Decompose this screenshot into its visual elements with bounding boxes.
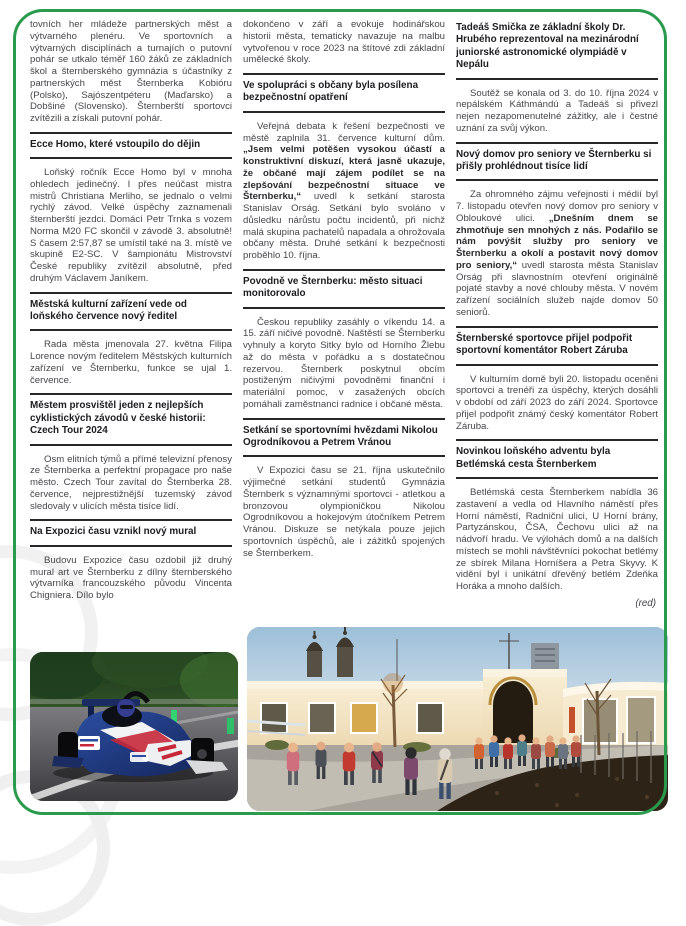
article-paragraph [243,317,445,411]
body-text: Soutěž se konala od 3. do 10. října 2024 v nepálském Káthmándú a Tadeáš si přivezl nejen nezapomenutelné zážitky, ale i čestné uznání za svůj výkon. [456,87,658,134]
body-text: dokončeno v září a evokuje hodinářskou historii města, tematicky navazuje na malbu vytvořenou v roce 2023 na štítové zdi základní umělecké školy. [243,19,445,66]
article-paragraph [30,19,232,125]
body-text: V kulturním domě byli 20. listopadu oceněni sportovci a trenéři za úspěchy, kterých dosáhli v období od září 2023 do září 2024. Sportovce přijel podpořit známý český komentátor Robert Záruba. [456,373,658,432]
article-paragraph [243,121,445,262]
body-text: Betlémská cesta Šternberkem nabídla 36 zastavení a vedla od Hlavního náměstí přes Horní náměstí, Radniční ulici, U Horní brány, Partyzánskou, ČSA, Čechovu ulici až na nádvoří hradu. Ve výlohách domů a na dalších místech se mohli návštěvníci pokochat betlémy ze sbírek Milana Horníšera a Petra Skyvy. K vidění byl i unikátní dřevěný betlém Zdeňka Horáka a mnoho dalších. [456,487,658,593]
article-heading: Šternberské sportovce přijel podpořit sportovní komentátor Robert Záruba [456,326,658,366]
article-paragraph [456,88,658,135]
body-text: Za ohromného zájmu veřejnosti i médií byl 7. listopadu otevřen nový domov pro seniory v Obloukové ulici. [456,189,658,224]
author-credit: (red) [635,597,656,609]
column-1 [30,19,232,651]
article-paragraph [456,487,658,593]
body-text: V Expozici času se 21. října uskutečnilo výjimečné setkání studentů Gymnázia Šternberk s významnými sportovci - atletkou a bronzovou olympioničkou Nikolou Ogrodníkovou a hokejovým útočníkem Petrem Vránou. Diskuze se netýkala pouze jejich sportovních úspěchů, ale i zážitků spojených se Šternberkem. [243,465,445,559]
article-heading: Na Expozici času vznikl nový mural [30,519,232,546]
article-paragraph [456,189,658,318]
body-text: Českou republiky zasáhly o víkendu 14. a 15. září ničivé povodně. Naštěstí se Šternberku vyhnuly a koryto Sitky bylo od Horního Žlebu až do města v pořádku a s dostatečnou rezervou. Šternberk poskytnul obcím postiženým ničivými povodněmi finanční i materiální pomoc, v zasažených obcích pomáhali zaměstnanci radnice i občané města. [243,316,445,410]
article-paragraph [30,167,232,285]
article-paragraph [243,19,445,66]
article-heading: Setkání se sportovními hvězdami Nikolou Ogrodníkovou a Petrem Vránou [243,418,445,458]
newsletter-columns [30,19,658,651]
quote-bold-text: „Jsem velmi potěšen vysokou účastí a konstruktivní diskuzí, která jasně ukazuje, že občané mají zájem podílet se na zlepšování bezpečnostní situace ve Šternberku,“ [243,144,445,203]
article-heading: Novinkou loňského adventu byla Betlémská cesta Šternberkem [456,439,658,479]
body-text: uvedl k setkání starosta Stanislav Orság. Setkání bylo svoláno v důsledku nárůstu počtu incidentů, při nichž malá skupina pachatelů napadala a ohrožovala občany města. Druhé setkání k bezpečnosti proběhlo 10. října. [243,191,445,262]
body-text: Budovu Expozice času ozdobil již druhý mural art ve Šternberku z dílny šternberského výtvarníka francouzského původu Vincenta Chigniera. Dílo bylo [30,554,232,602]
article-paragraph [243,465,445,559]
quote-bold-text: „Dnešním dnem se zhmotňuje sen mnohých z nás. Podařilo se nám povýšit služby pro seniory ve Šternberku a okolí a postavit nový domov pro seniory,“ [456,212,658,271]
article-heading: Ecce Homo, které vstoupilo do dějin [30,132,232,159]
article-heading: Ve spolupráci s občany byla posílena bezpečnostní opatření [243,73,445,113]
seniors-home-photo [247,627,668,811]
article-heading: Městem prosvištěl jeden z nejlepších cyklistických závodů v české historii: Czech Tour 2024 [30,393,232,445]
article-paragraph [30,555,232,602]
article-heading: Tadeáš Smička ze základní školy Dr. Hrubého reprezentoval na mezinárodní juniorské astronomické olympiádě v Nepálu [456,21,658,80]
article-paragraph [30,454,232,513]
article-heading: Nový domov pro seniory ve Šternberku si přišly prohlédnout tisíce lidí [456,142,658,182]
article-heading: Městská kulturní zařízení vede od loňského července nový ředitel [30,292,232,332]
body-text: tovních her mládeže partnerských měst a výtvarného plenéru. Ve sportovních a výtvarných disciplínách a turnajích o putovní pohár se utkalo téměř 160 žáků ze základních škol a šternberského gymnázia s účastníky z partnerských měst Šternberka Kobióru (Polsko), Sajószentpéteru (Maďarsko) a Dobšiné (Slovensko). Šternberští sportovci zvítězili a získali putovní pohár. [30,19,232,124]
body-text: Osm elitních týmů a přímé televizní přenosy ze Šternberka a perfektní propagace pro naše město. Czech Tour zavítal do Šternberka 28. července, nejprestižnější tuzemský závod sledovaly v ulicích města tisíce lidí. [30,453,232,512]
article-paragraph [456,374,658,433]
column-2 [243,19,445,625]
race-car-photo [30,652,238,801]
body-text: Loňský ročník Ecce Homo byl v mnoha ohledech jedinečný. I přes neúčast mistra mistrů Christiana Merliho, se jednalo o velmi rychlý závod. Velké úspěchy zaznamenali šternberští jezdci. Domácí Petr Trnka s vozem Norma M20 FC skončil v závodě 3. absolutně! S časem 2:57,87 se umístil také na 3. místě ve skupině E2-SC. V šampionátu Mistrovství České republiky zvítězil absolutně, před druhým Václavem Janíkem. [30,167,232,284]
body-text: uvedl starosta města Stanislav Orság při slavnostním otevření originálně pojaté stavby a nové chlouby města. V novém zařízení sociálních služeb najde domov 50 seniorů. [456,259,658,318]
body-text: Veřejná debata k řešení bezpečnosti ve městě zaplnila 31. července kulturní dům. [243,120,445,144]
column-3 [456,19,658,625]
article-paragraph [30,339,232,386]
article-heading: Povodně ve Šternberku: město situaci monitorovalo [243,269,445,309]
body-text: Rada města jmenovala 27. května Filipa Lorence novým ředitelem Městských kulturních zařízení ve Šternberku, funkce se ujal 1. července. [30,339,232,386]
